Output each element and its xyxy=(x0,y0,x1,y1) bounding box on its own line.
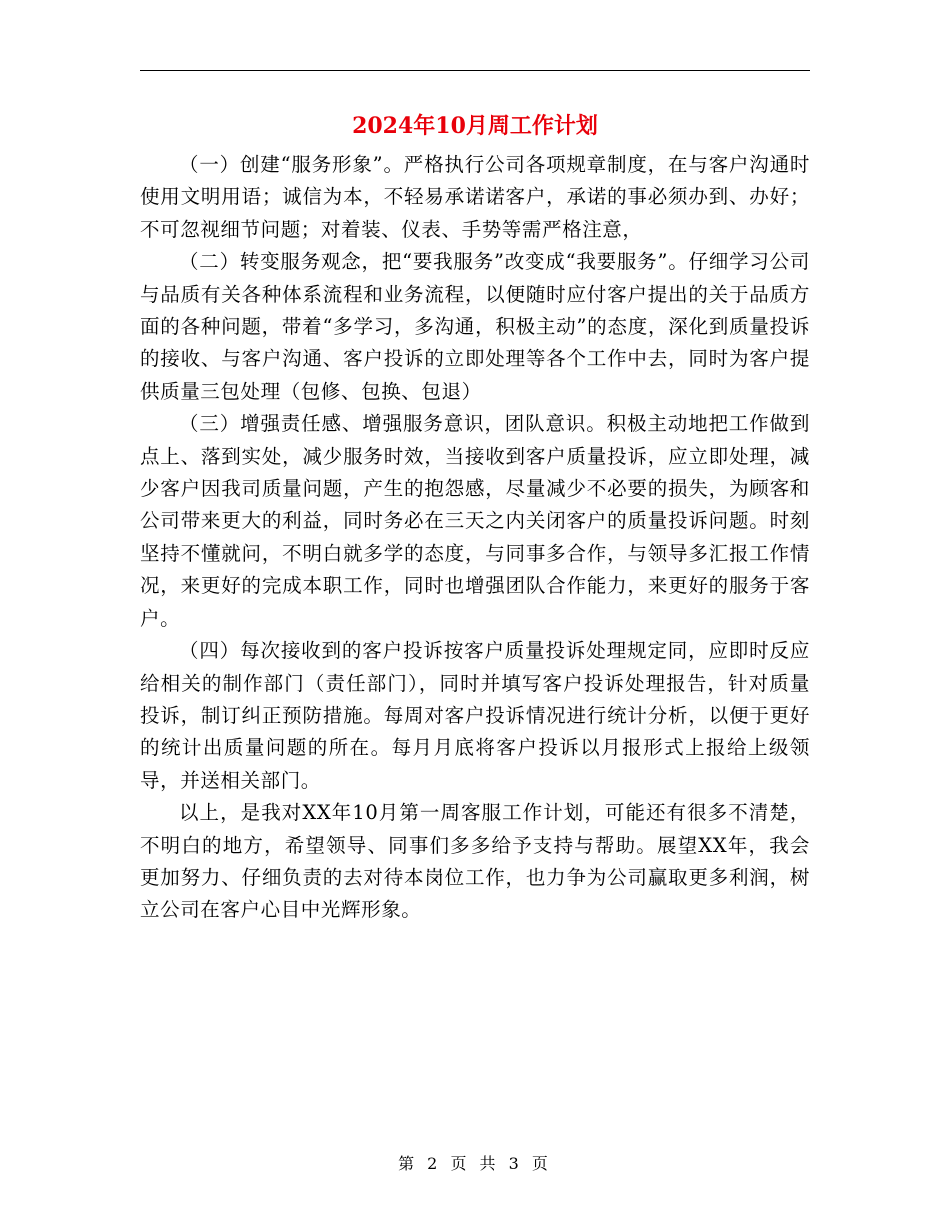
header-rule xyxy=(140,70,810,71)
paragraph-4: （四）每次接收到的客户投诉按客户质量投诉处理规定同，应即时反应给相关的制作部门（责任部门），同时并填写客户投诉处理报告，针对质量投诉，制订纠正预防措施。每周对客户投诉情况进行统计分析，以便于更好的统计出质量问题的所在。每月月底将客户投诉以月报形式上报给上级领导，并送相关部门。 xyxy=(140,639,810,792)
page-number-footer: 第 2 页 共 3 页 xyxy=(398,1154,552,1173)
paragraph-3: （三）增强责任感、增强服务意识，团队意识。积极主动地把工作做到点上、落到实处，减少服务时效，当接收到客户质量投诉，应立即处理，减少客户因我司质量问题，产生的抱怨感，尽量减少不必要的损失，为顾客和公司带来更大的利益，同时务必在三天之内关闭客户的质量投诉问题。时刻坚持不懂就问，不明白就多学的态度，与同事多合作，与领导多汇报工作情况，来更好的完成本职工作，同时也增强团队合作能力，来更好的服务于客户。 xyxy=(140,412,810,630)
document-body xyxy=(140,149,810,927)
paragraph-5: 以上，是我对XX年10月第一周客服工作计划，可能还有很多不清楚，不明白的地方，希望领导、同事们多多给予支持与帮助。展望XX年，我会更加努力、仔细负责的去对待本岗位工作，也力争为公司赢取更多利润，树立公司在客户心目中光辉形象。 xyxy=(140,801,810,922)
document-title: 2024年10月周工作计划 xyxy=(352,113,598,139)
paragraph-1: （一）创建“服务形象”。严格执行公司各项规章制度，在与客户沟通时使用文明用语；诚信为本，不轻易承诺诺客户，承诺的事必须办到、办好；不可忽视细节问题；对着装、仪表、手势等需严格注意， xyxy=(140,153,810,241)
paragraph-2: （二）转变服务观念，把“要我服务”改变成“我要服务”。仔细学习公司与品质有关各种体系流程和业务流程，以便随时应付客户提出的关于品质方面的各种问题，带着“多学习，多沟通，积极主动”的态度，深化到质量投诉的接收、与客户沟通、客户投诉的立即处理等各个工作中去，同时为客户提供质量三包处理（包修、包换、包退） xyxy=(140,250,810,403)
